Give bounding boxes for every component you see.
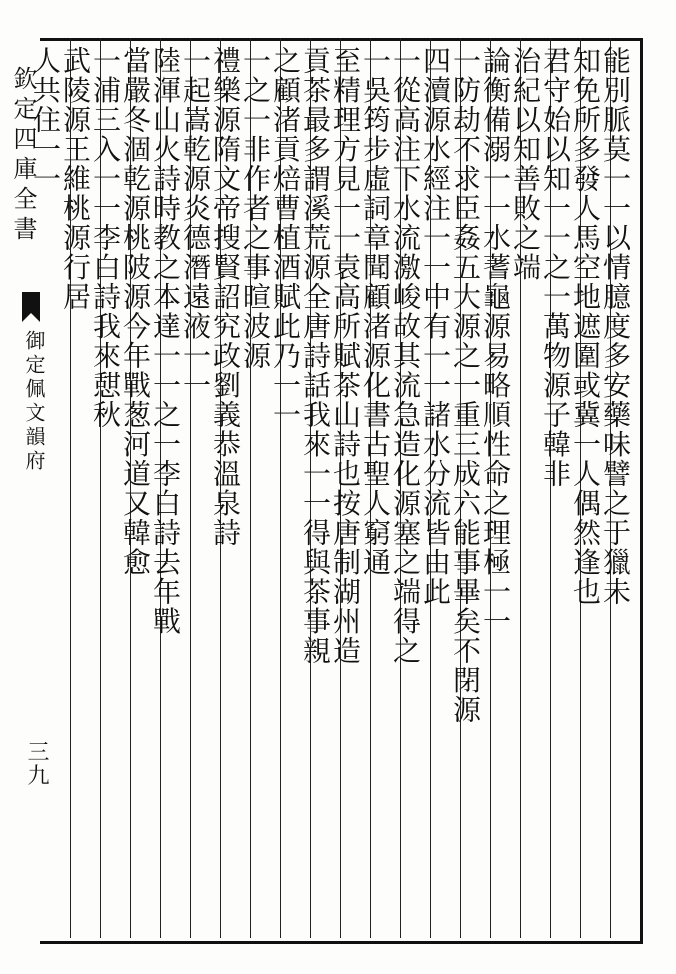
text-column-2: 知免所多發人馬空地遮圍或冀一人偶然逢也 [569,46,602,607]
text-column-11: 貢茶最多謂溪荒源全唐詩話我來一一得與茶事親 [299,46,332,666]
text-column-16: 陸渾山火詩時教之本達一一之一李白詩去年戰 [149,46,182,636]
text-column-9: 一吳筠步虛詞章聞顧渚源化書古聖人窮通 [359,46,392,577]
text-column-6: 一防劫不求臣姦五大源之一重三成六能事畢矣不閉源 [449,46,482,725]
text-column-8: 一從高注下水流激峻故其流急造化源塞之端得之 [389,46,422,666]
text-column-7: 四瀆源水經注一一中有一一諸水分流皆由此 [419,46,452,607]
text-column-13: 一之一非作者之事暄波源 [239,46,272,371]
text-column-10: 至精理方見一一袁高所賦茶山詩也按唐制湖州造 [329,46,362,666]
text-column-3: 君守始以知一一之一萬物源子韓非 [539,46,572,489]
text-column-4: 治紀以知善敗之端 [509,46,542,282]
text-column-5: 論衡備溺一一水蓍龜源易略順性命之理極一一 [479,46,512,636]
text-column-15: 一起嵩乾源炎德潛遠液一一 [179,46,212,400]
text-column-12: 之顧渚貢焙曹植酒賦此乃一一 [269,46,302,430]
text-column-1: 能別脈莫一一以情臆度多安藥味譬之于獵未 [599,46,632,607]
text-column-20: 人共住一一 [29,46,62,194]
page-number: 三九 [24,740,49,787]
text-column-14: 禮樂源隋文帝搜賢詔究政劉義恭溫泉詩 [209,46,242,548]
text-column-18: 一浦三入一一李白詩我來憇秋 [89,46,122,430]
text-column-17: 當嚴冬涸乾源桃陂源今年戰葱河道又韓愈 [119,46,152,577]
margin-book-title: 御定佩文韻府 [22,330,46,474]
margin-title-text: 欽定四庫全書 [9,66,37,246]
text-column-19: 武陵源王維桃源行居 [59,46,92,312]
